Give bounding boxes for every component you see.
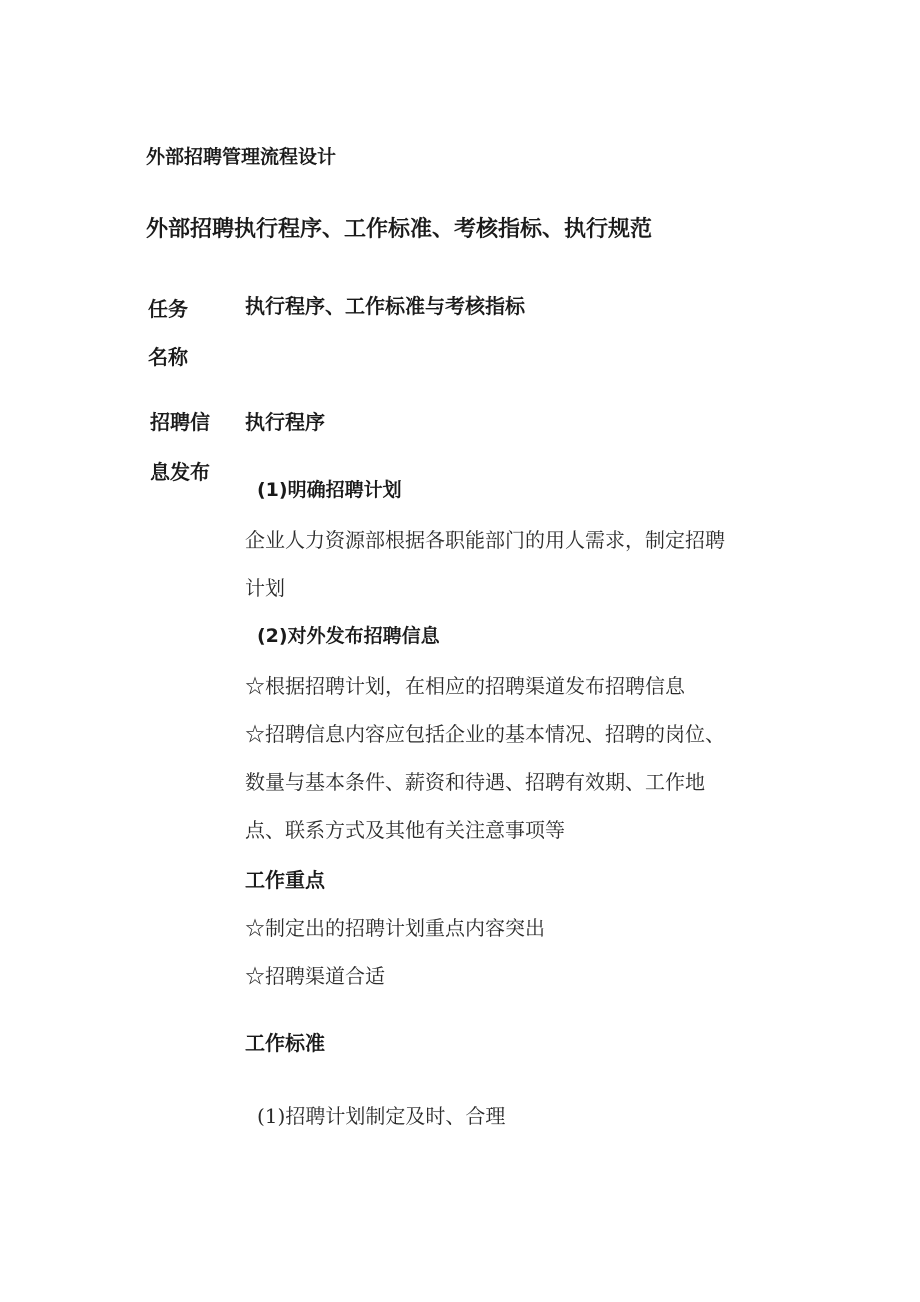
step1-text-line2: 计划: [245, 576, 285, 600]
work-focus-item1: ☆制定出的招聘计划重点内容突出: [245, 916, 545, 940]
step2-title: (2)对外发布招聘信息: [257, 625, 440, 647]
work-focus-item2: ☆招聘渠道合适: [245, 964, 385, 988]
task-name-label-line2: 名称: [148, 345, 188, 369]
row-label-line1: 招聘信: [150, 410, 210, 434]
step2-item2-line1: ☆招聘信息内容应包括企业的基本情况、招聘的岗位、: [245, 722, 725, 746]
step1-text-line1: 企业人力资源部根据各职能部门的用人需求，制定招聘: [245, 528, 725, 552]
document-title: 外部招聘管理流程设计: [146, 146, 337, 168]
section-title: 外部招聘执行程序、工作标准、考核指标、执行规范: [146, 217, 653, 242]
execution-procedure-heading: 执行程序: [245, 410, 325, 434]
step1-title: (1)明确招聘计划: [257, 479, 402, 501]
task-column-header: 执行程序、工作标准与考核指标: [245, 294, 525, 318]
step2-item2-line3: 点、联系方式及其他有关注意事项等: [245, 818, 565, 842]
row-label-line2: 息发布: [150, 460, 210, 484]
step2-item1: ☆根据招聘计划，在相应的招聘渠道发布招聘信息: [245, 674, 685, 698]
work-standard-heading: 工作标准: [245, 1031, 325, 1055]
step2-item2-line2: 数量与基本条件、薪资和待遇、招聘有效期、工作地: [245, 770, 705, 794]
work-focus-heading: 工作重点: [245, 868, 325, 892]
work-standard-item1: (1)招聘计划制定及时、合理: [257, 1104, 506, 1128]
task-name-label-line1: 任务: [148, 297, 188, 321]
